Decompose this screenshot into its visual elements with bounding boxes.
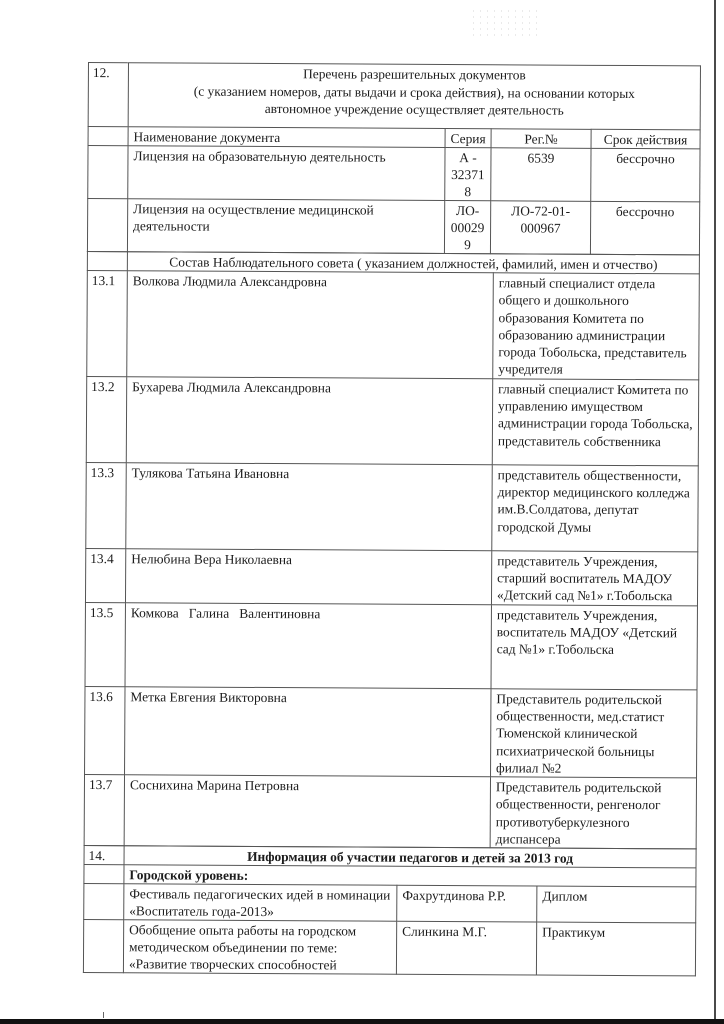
scan-speck	[103, 1012, 104, 1018]
document-name: Лицензия на осуществление медицинской деятельности	[127, 199, 444, 254]
member-number: 13.4	[85, 548, 125, 602]
member-position: представитель Учреждения, воспитатель МАДОУ «Детский сад №1» г.Тобольска	[491, 604, 697, 689]
member-position: представитель Учреждения, старший воспитатель МАДОУ «Детский сад №1» г.Тобольска	[491, 551, 697, 606]
empty-cell	[88, 127, 128, 146]
member-name: Тулякова Татьяна Ивановна	[126, 463, 492, 551]
table-row	[86, 376, 698, 465]
section14-title: Информация об участии педагогов и детей за 2013 год	[124, 846, 696, 868]
table-row	[84, 775, 696, 850]
table-row	[88, 146, 700, 202]
member-name: Волкова Людмила Александровна	[127, 271, 494, 379]
document-reg-no	[490, 201, 590, 255]
member-name: Комкова Галина Валентиновна	[125, 602, 491, 688]
member-position: главный специалист Комитета по управлению имуществом администрации города Тобольска, представитель собственника	[492, 379, 698, 466]
document-series	[444, 200, 490, 253]
member-position: представитель общественности, директор медицинского колледжа им.В.Солдатова, депутат городской Думы	[492, 465, 698, 552]
series-line: А -	[459, 150, 477, 166]
level-label: Городской уровень:	[124, 865, 696, 887]
member-position: Представитель родительской общественности, ренгенолог противотуберкулезного диспансера	[490, 777, 696, 849]
member-number: 13.1	[87, 270, 128, 376]
table-row	[85, 686, 698, 778]
series-line: 8	[464, 184, 472, 200]
document-validity: бессрочно	[591, 148, 700, 202]
column-header-reg-no: Рег.№	[491, 129, 591, 149]
supervisory-board-table	[84, 251, 700, 850]
empty-cell	[83, 920, 123, 973]
column-header-validity: Срок действия	[591, 129, 700, 149]
member-number: 13.3	[86, 462, 126, 548]
member-name: Бухарева Людмила Александровна	[126, 377, 492, 465]
document-validity: бессрочно	[590, 201, 699, 255]
series-line: 9	[464, 237, 471, 253]
section12-title-line1: Перечень разрешительных документов	[303, 66, 526, 83]
member-position: главный специалист отдела общего и дошкольного образования Комитета по образованию администрации города Тобольска, представитель учредителя	[493, 273, 700, 380]
series-line: ЛО-	[456, 203, 480, 219]
column-header-series: Серия	[445, 128, 491, 147]
member-name: Метка Евгения Викторовна	[125, 686, 491, 777]
empty-cell	[87, 251, 127, 270]
empty-cell	[87, 199, 127, 252]
member-name: Соснихина Марина Петровна	[124, 775, 490, 848]
member-position: Представитель родительской общественности, мед.статист Тюменской клинической психиатрической больницы филиал №2	[491, 688, 698, 778]
section-number: 14.	[84, 846, 124, 865]
event-name: Фестиваль педагогических идей в номинации «Воспитатель года-2013»	[124, 884, 397, 922]
page-edge-bottom	[0, 1019, 724, 1024]
permits-table	[87, 62, 701, 255]
document-name: Лицензия на образовательную деятельность	[128, 146, 445, 201]
column-header-name: Наименование документа	[128, 127, 445, 148]
reg-no-line: ЛО-72-01-	[511, 203, 571, 219]
section12-header-row	[88, 63, 700, 130]
event-result: Практикум	[536, 922, 695, 976]
table-row	[87, 199, 699, 255]
series-line: 32371	[451, 167, 485, 183]
member-number: 13.6	[85, 686, 125, 775]
table-row	[87, 270, 700, 379]
event-participant: Слинкина М.Г.	[396, 922, 536, 976]
scan-noise	[470, 8, 540, 38]
page-edge-shadow	[714, 0, 716, 1019]
member-number: 13.5	[85, 602, 125, 686]
event-name: Обобщение опыта работы на городском методическом объединении по теме: «Развитие творческих способностей	[123, 920, 396, 975]
table-row	[86, 462, 698, 551]
member-number: 13.7	[84, 775, 124, 846]
participation-table	[83, 845, 697, 976]
document-series	[445, 147, 491, 200]
member-name: Нелюбина Вера Николаевна	[125, 548, 491, 604]
series-line: 00029	[450, 220, 485, 236]
section-number: 12.	[88, 63, 128, 127]
member-number: 13.2	[86, 376, 126, 462]
document-reg-no	[491, 148, 591, 202]
empty-cell	[84, 884, 124, 920]
board-title: Состав Наблюдательного совета ( указанием должностей, фамилий, имен и отчество)	[127, 252, 699, 274]
section12-title	[128, 63, 700, 130]
table-row	[84, 884, 696, 923]
document-page	[83, 62, 700, 977]
empty-cell	[84, 865, 124, 884]
empty-cell	[88, 146, 128, 199]
table-row	[85, 602, 697, 689]
table-row	[83, 920, 695, 976]
reg-no-line: 000967	[520, 220, 561, 236]
section12-title-line2: (с указанием номеров, даты выдачи и срока действия), на основании которых	[193, 83, 635, 101]
event-result: Диплом	[537, 886, 696, 923]
section12-title-line3: автономное учреждение осуществляет деятельность	[264, 100, 564, 118]
reg-no-line: 6539	[527, 150, 555, 166]
event-participant: Фахрутдинова Р.Р.	[397, 886, 537, 923]
table-row	[85, 548, 697, 605]
